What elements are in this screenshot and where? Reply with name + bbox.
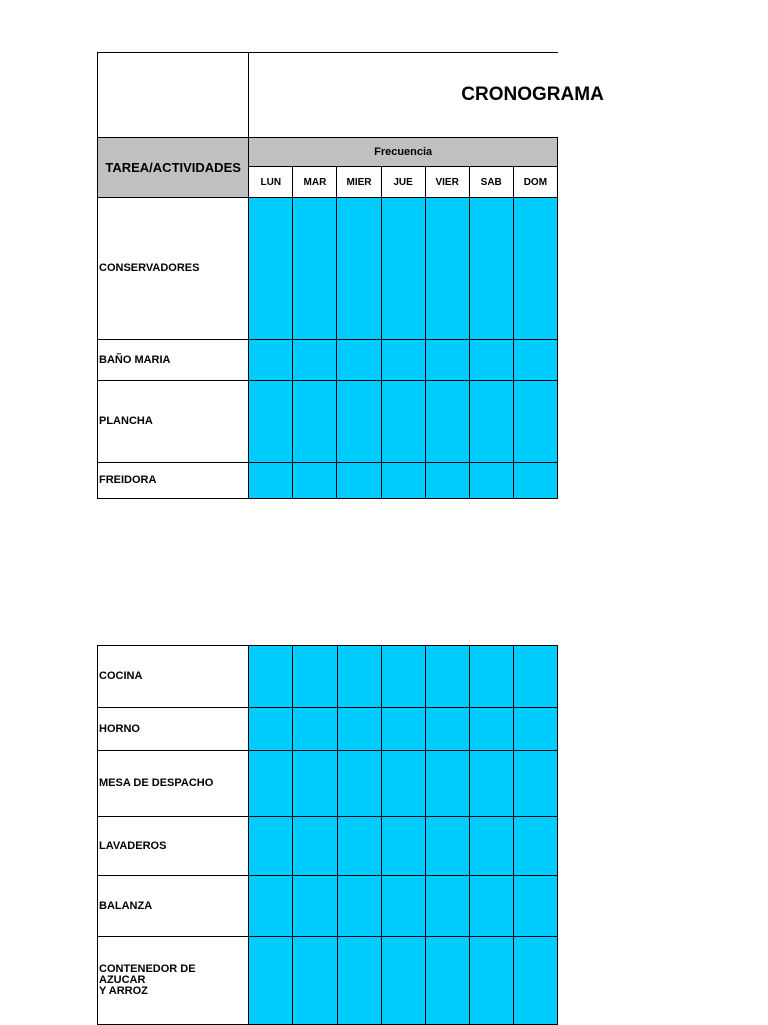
schedule-cell-vier[interactable] bbox=[425, 198, 469, 340]
task-label: BALANZA bbox=[98, 876, 249, 937]
schedule-cell-lun[interactable] bbox=[249, 876, 293, 937]
task-row bbox=[98, 381, 558, 463]
task-row bbox=[98, 463, 558, 499]
schedule-cell-mar[interactable] bbox=[293, 876, 337, 937]
day-header-lun: LUN bbox=[249, 167, 293, 198]
task-row bbox=[98, 817, 558, 876]
schedule-cell-mier[interactable] bbox=[337, 198, 381, 340]
task-label: FREIDORA bbox=[98, 463, 249, 499]
schedule-cell-jue[interactable] bbox=[381, 646, 425, 708]
task-label: HORNO bbox=[98, 708, 249, 751]
schedule-cell-dom[interactable] bbox=[513, 817, 557, 876]
day-header-sab: SAB bbox=[469, 167, 513, 198]
schedule-cell-vier[interactable] bbox=[425, 817, 469, 876]
schedule-cell-sab[interactable] bbox=[469, 646, 513, 708]
schedule-cell-sab[interactable] bbox=[469, 817, 513, 876]
schedule-cell-mar[interactable] bbox=[293, 463, 337, 499]
schedule-cell-lun[interactable] bbox=[249, 198, 293, 340]
schedule-cell-mar[interactable] bbox=[293, 817, 337, 876]
schedule-cell-mar[interactable] bbox=[293, 937, 337, 1025]
schedule-cell-jue[interactable] bbox=[381, 937, 425, 1025]
day-header-dom: DOM bbox=[513, 167, 557, 198]
schedule-cell-sab[interactable] bbox=[469, 708, 513, 751]
schedule-cell-jue[interactable] bbox=[381, 751, 425, 817]
schedule-cell-jue[interactable] bbox=[381, 198, 425, 340]
schedule-cell-vier[interactable] bbox=[425, 340, 469, 381]
schedule-cell-dom[interactable] bbox=[513, 708, 557, 751]
task-row bbox=[98, 646, 558, 708]
schedule-cell-sab[interactable] bbox=[469, 751, 513, 817]
task-row bbox=[98, 708, 558, 751]
schedule-cell-sab[interactable] bbox=[469, 463, 513, 499]
schedule-cell-dom[interactable] bbox=[513, 937, 557, 1025]
schedule-cell-dom[interactable] bbox=[513, 751, 557, 817]
schedule-cell-mier[interactable] bbox=[337, 646, 381, 708]
schedule-cell-mier[interactable] bbox=[337, 751, 381, 817]
schedule-cell-lun[interactable] bbox=[249, 708, 293, 751]
schedule-cell-mar[interactable] bbox=[293, 751, 337, 817]
logo-cell bbox=[98, 53, 249, 138]
task-label: CONTENEDOR DE AZUCAR Y ARROZ bbox=[98, 937, 249, 1025]
schedule-table-bottom bbox=[97, 645, 557, 1024]
schedule-cell-sab[interactable] bbox=[469, 937, 513, 1025]
schedule-cell-mar[interactable] bbox=[293, 198, 337, 340]
schedule-cell-lun[interactable] bbox=[249, 463, 293, 499]
schedule-cell-sab[interactable] bbox=[469, 381, 513, 463]
schedule-cell-vier[interactable] bbox=[425, 876, 469, 937]
schedule-cell-lun[interactable] bbox=[249, 817, 293, 876]
schedule-cell-jue[interactable] bbox=[381, 340, 425, 381]
schedule-cell-jue[interactable] bbox=[381, 817, 425, 876]
schedule-cell-sab[interactable] bbox=[469, 340, 513, 381]
day-header-mier: MIER bbox=[337, 167, 381, 198]
schedule-cell-jue[interactable] bbox=[381, 708, 425, 751]
task-label: COCINA bbox=[98, 646, 249, 708]
schedule-cell-sab[interactable] bbox=[469, 876, 513, 937]
schedule-cell-mier[interactable] bbox=[337, 937, 381, 1025]
schedule-cell-mar[interactable] bbox=[293, 340, 337, 381]
schedule-cell-mar[interactable] bbox=[293, 646, 337, 708]
schedule-cell-dom[interactable] bbox=[513, 381, 557, 463]
day-header-vier: VIER bbox=[425, 167, 469, 198]
schedule-cell-mier[interactable] bbox=[337, 340, 381, 381]
task-row bbox=[98, 198, 558, 340]
task-column-header: TAREA/ACTIVIDADES bbox=[98, 138, 249, 198]
task-row bbox=[98, 876, 558, 937]
schedule-cell-sab[interactable] bbox=[469, 198, 513, 340]
task-label: PLANCHA bbox=[98, 381, 249, 463]
schedule-cell-mier[interactable] bbox=[337, 876, 381, 937]
schedule-cell-vier[interactable] bbox=[425, 463, 469, 499]
frequency-header: Frecuencia bbox=[249, 138, 558, 167]
task-label: LAVADEROS bbox=[98, 817, 249, 876]
schedule-cell-dom[interactable] bbox=[513, 646, 557, 708]
schedule-cell-lun[interactable] bbox=[249, 937, 293, 1025]
schedule-cell-lun[interactable] bbox=[249, 751, 293, 817]
schedule-cell-mar[interactable] bbox=[293, 708, 337, 751]
task-row bbox=[98, 937, 558, 1025]
schedule-table-top bbox=[97, 52, 604, 498]
schedule-cell-mier[interactable] bbox=[337, 381, 381, 463]
schedule-cell-jue[interactable] bbox=[381, 463, 425, 499]
schedule-cell-mier[interactable] bbox=[337, 463, 381, 499]
schedule-cell-vier[interactable] bbox=[425, 381, 469, 463]
schedule-cell-mar[interactable] bbox=[293, 381, 337, 463]
schedule-cell-vier[interactable] bbox=[425, 708, 469, 751]
schedule-cell-lun[interactable] bbox=[249, 340, 293, 381]
schedule-cell-dom[interactable] bbox=[513, 340, 557, 381]
day-header-mar: MAR bbox=[293, 167, 337, 198]
task-label: BAÑO MARIA bbox=[98, 340, 249, 381]
schedule-cell-dom[interactable] bbox=[513, 463, 557, 499]
task-row bbox=[98, 340, 558, 381]
schedule-cell-dom[interactable] bbox=[513, 198, 557, 340]
page-title: CRONOGRAMA bbox=[249, 53, 558, 138]
schedule-cell-mier[interactable] bbox=[337, 817, 381, 876]
schedule-cell-mier[interactable] bbox=[337, 708, 381, 751]
schedule-cell-lun[interactable] bbox=[249, 646, 293, 708]
task-label: MESA DE DESPACHO bbox=[98, 751, 249, 817]
schedule-cell-vier[interactable] bbox=[425, 751, 469, 817]
schedule-cell-jue[interactable] bbox=[381, 381, 425, 463]
schedule-cell-lun[interactable] bbox=[249, 381, 293, 463]
schedule-cell-vier[interactable] bbox=[425, 646, 469, 708]
schedule-cell-dom[interactable] bbox=[513, 876, 557, 937]
schedule-cell-jue[interactable] bbox=[381, 876, 425, 937]
schedule-cell-vier[interactable] bbox=[425, 937, 469, 1025]
day-header-jue: JUE bbox=[381, 167, 425, 198]
task-label: CONSERVADORES bbox=[98, 198, 249, 340]
task-row bbox=[98, 751, 558, 817]
